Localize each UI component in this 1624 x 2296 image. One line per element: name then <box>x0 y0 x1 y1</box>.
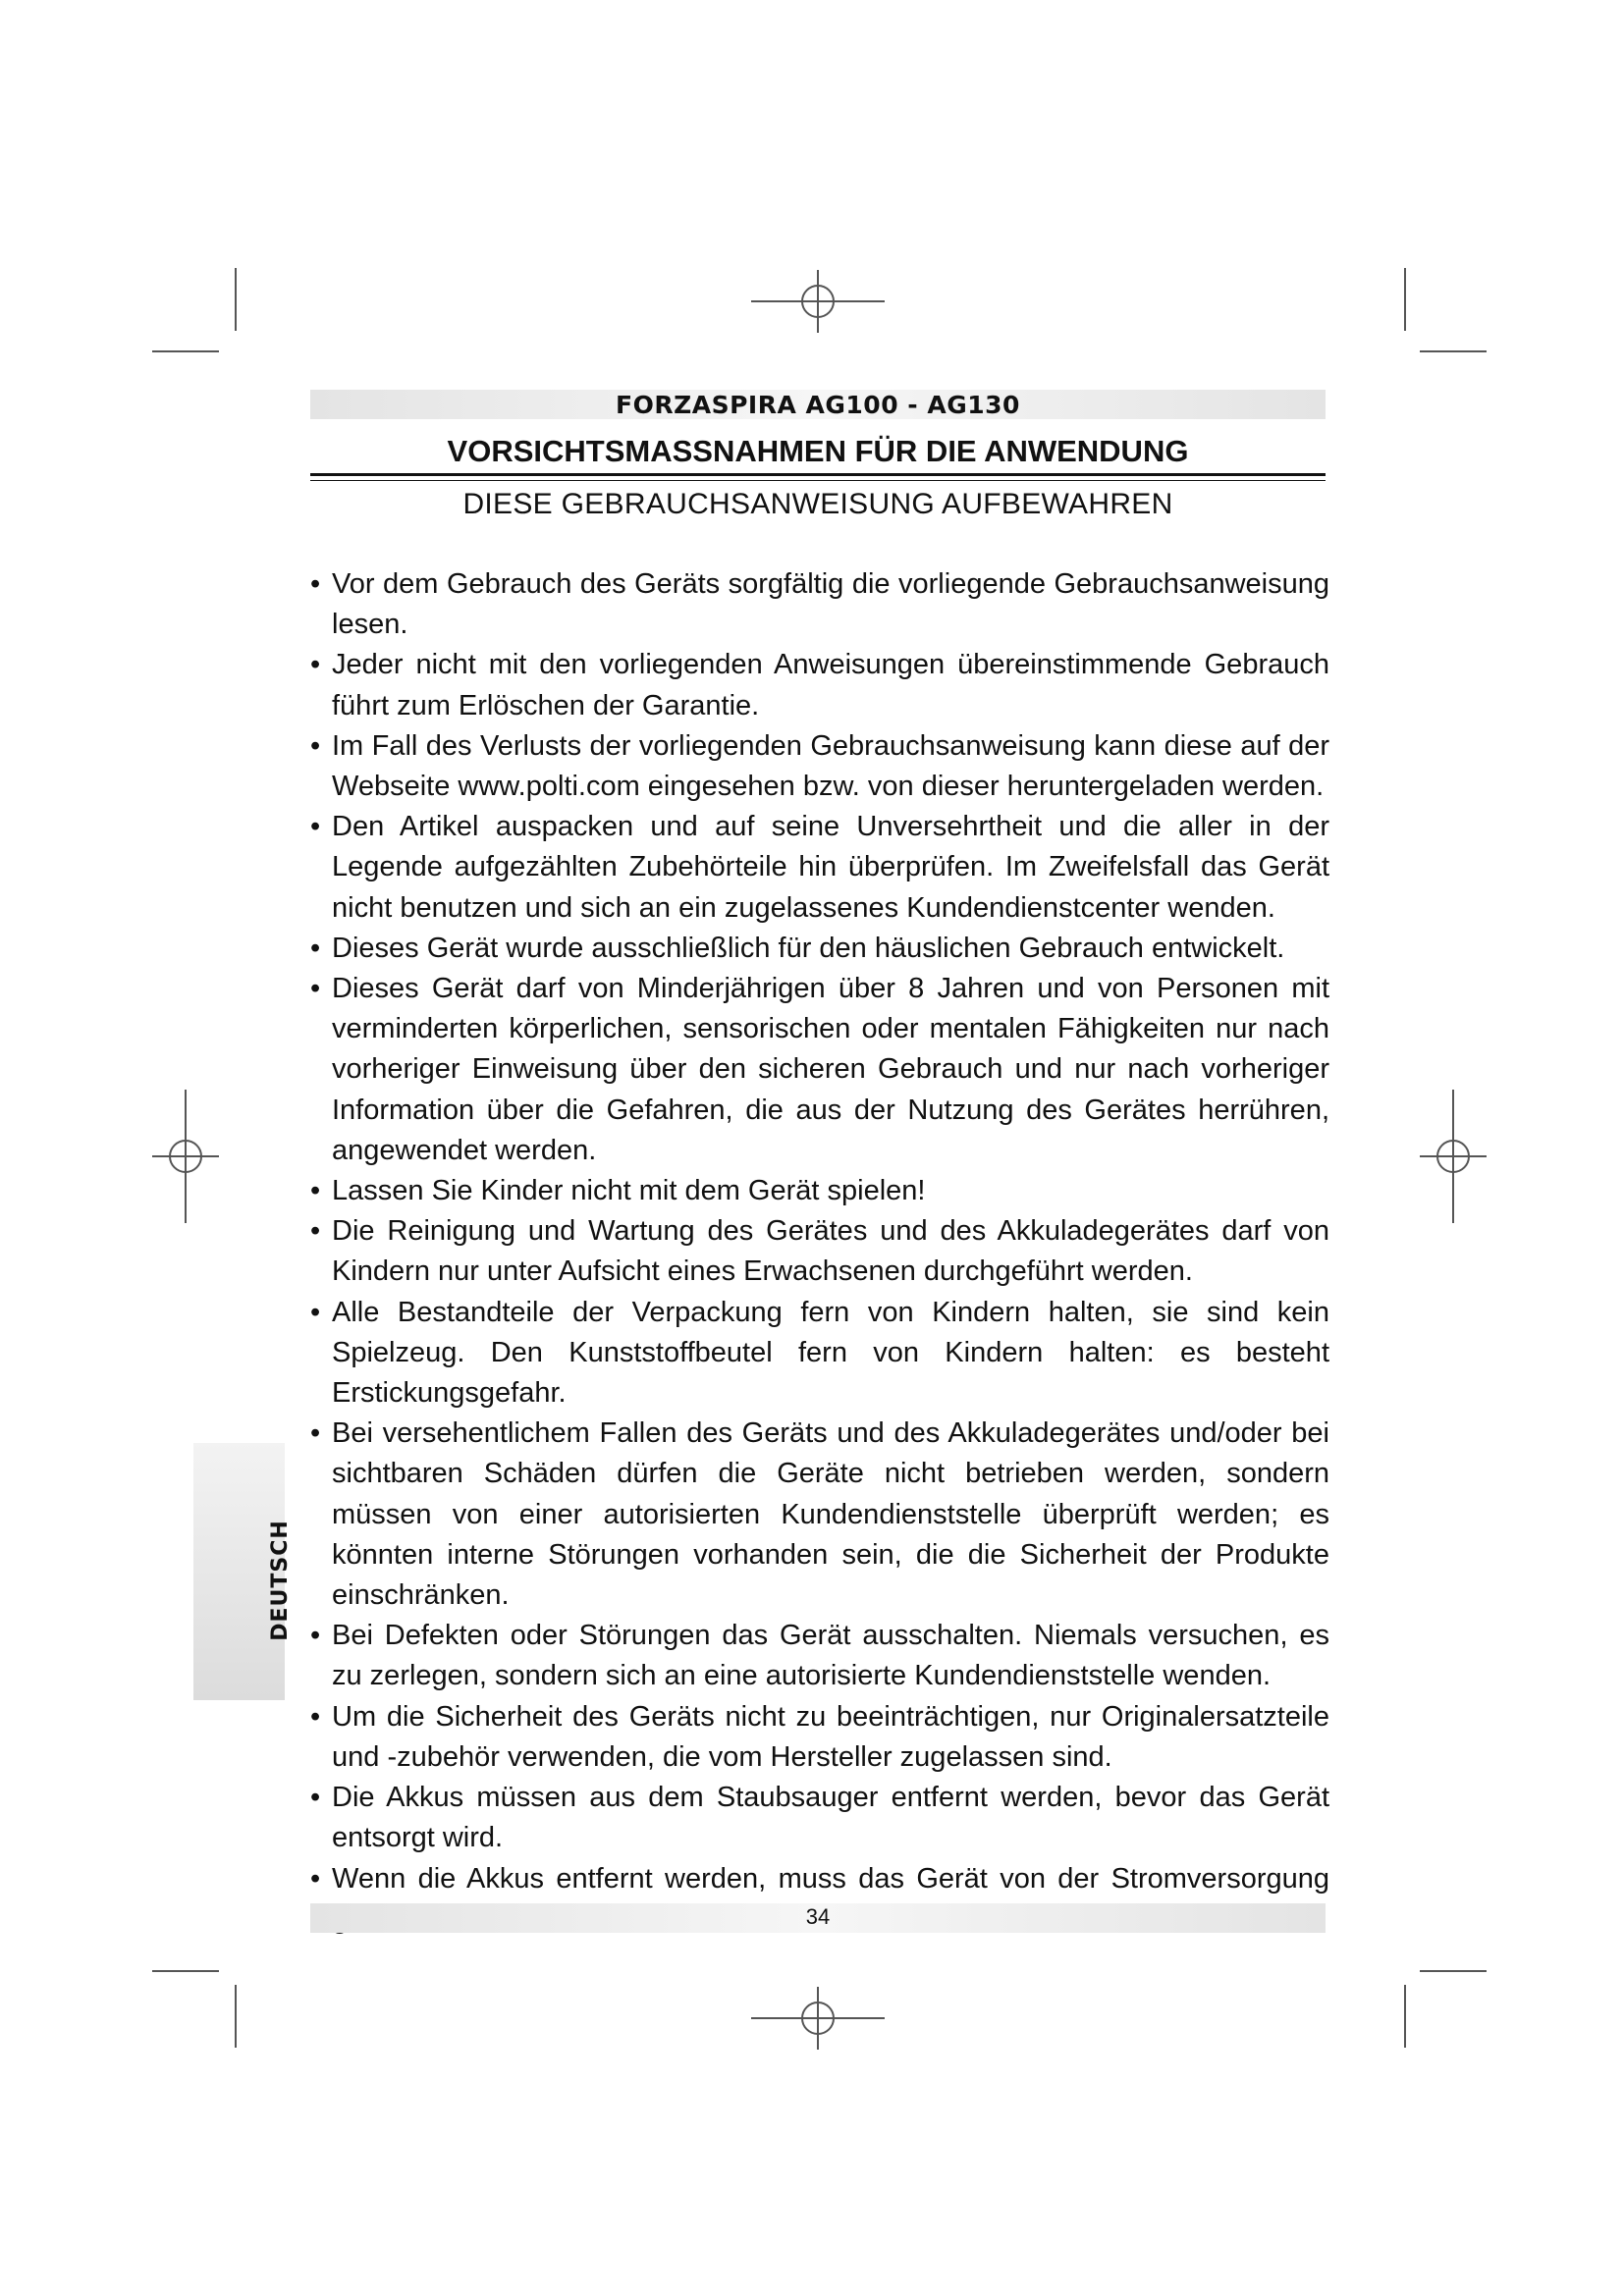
section-subtitle: DIESE GEBRAUCHSANWEISUNG AUFBEWAHREN <box>462 488 1173 520</box>
list-item-text: Die Akkus müssen aus dem Staubsauger entfernt werden, bevor das Gerät entsorgt wird. <box>332 1782 1329 1854</box>
registration-mark-top-icon <box>751 270 885 333</box>
list-item-text: Dieses Gerät darf von Minderjährigen über 8 Jahren und von Personen mit verminderten körperlichen, sensorischen oder mentalen Fähigkeiten nur nach vorheriger Einweisung über den sicheren Gebrauch und nur nach vorheriger Information über die Gefahren, die aus der Nutzung des Gerätes herrühren, angewendet werden. <box>332 973 1329 1166</box>
page-number: 34 <box>805 1904 831 1929</box>
list-item-text: Bei Defekten oder Störungen das Gerät ausschalten. Niemals versuchen, es zu zerlegen, sondern sich an eine autorisierte Kundendienststelle wenden. <box>332 1620 1329 1692</box>
section-title: VORSICHTSMASSNAHMEN FÜR DIE ANWENDUNG <box>447 434 1189 468</box>
bullet-icon: • <box>310 973 321 1005</box>
title-rule-thick <box>310 473 1326 476</box>
bullet-icon: • <box>310 1620 321 1652</box>
list-item <box>310 969 1329 1171</box>
list-item-text: Alle Bestandteile der Verpackung fern von Kindern halten, sie sind kein Spielzeug. Den Kunststoffbeutel fern von Kindern halten: es besteht Erstickungsgefahr. <box>332 1296 1329 1410</box>
list-item-text: Wenn die Akkus entfernt werden, muss das Gerät von der Stromversorgung <box>332 1862 1329 1895</box>
list-item <box>310 645 1329 725</box>
crop-mark-top-right-horizontal <box>1420 350 1487 352</box>
title-rule-thin <box>310 480 1326 481</box>
list-item <box>310 1778 1329 1858</box>
crop-mark-bottom-right-horizontal <box>1420 1970 1487 1972</box>
bullet-icon: • <box>310 811 321 843</box>
list-item <box>310 1211 1329 1292</box>
list-item <box>310 1697 1329 1778</box>
product-title: FORZASPIRA AG100 - AG130 <box>616 391 1020 419</box>
bullet-icon: • <box>310 932 321 964</box>
bullet-icon: • <box>310 1175 321 1207</box>
list-item-text: Vor dem Gebrauch des Geräts sorgfältig die vorliegende Gebrauchsanweisung lesen. <box>332 568 1329 641</box>
list-item-text: Im Fall des Verlusts der vorliegenden Gebrauchsanweisung kann diese auf der Webseite www.polti.com eingesehen bzw. von dieser heruntergeladen werden. <box>332 729 1329 803</box>
bullet-icon: • <box>310 649 321 681</box>
crop-mark-bottom-left-vertical <box>235 1985 237 2048</box>
bullet-icon: • <box>310 1862 321 1895</box>
list-item-text: Bei versehentlichem Fallen des Geräts und des Akkuladegerätes und/oder bei sichtbaren Schäden dürfen die Geräte nicht betrieben werden, sondern müssen von einer autorisierten Kundendienststelle überprüft werden; es könnten interne Störungen vorhanden sein, die die Sicherheit der Produkte einschränken. <box>332 1417 1329 1612</box>
crop-mark-bottom-right-vertical <box>1404 1985 1406 2048</box>
crop-mark-bottom-left-horizontal <box>152 1970 219 1972</box>
list-item-text: Lassen Sie Kinder nicht mit dem Gerät spielen! <box>332 1175 926 1207</box>
crop-mark-top-right-vertical <box>1404 268 1406 331</box>
bullet-icon: • <box>310 729 321 762</box>
list-item <box>310 564 1329 645</box>
bullet-icon: • <box>310 568 321 600</box>
crop-mark-top-left-horizontal <box>152 350 219 352</box>
language-tab-label: DEUTSCH <box>268 1520 293 1641</box>
precautions-list <box>310 564 1329 1940</box>
list-item <box>310 1414 1329 1616</box>
list-item <box>310 807 1329 929</box>
list-item-text: Um die Sicherheit des Geräts nicht zu beeinträchtigen, nur Originalersatzteile und -zubehör verwenden, die vom Hersteller zugelassen sind. <box>332 1700 1329 1773</box>
bullet-icon: • <box>310 1417 321 1450</box>
list-item-text: Jeder nicht mit den vorliegenden Anweisungen übereinstimmende Gebrauch führt zum Erlöschen der Garantie. <box>332 649 1329 721</box>
bullet-icon: • <box>310 1700 321 1733</box>
bullet-icon: • <box>310 1215 321 1248</box>
list-item <box>310 1293 1329 1415</box>
list-item <box>310 1171 1329 1211</box>
list-item <box>310 1616 1329 1696</box>
list-item-text: Dieses Gerät wurde ausschließlich für den häuslichen Gebrauch entwickelt. <box>332 932 1285 964</box>
bullet-icon: • <box>310 1296 321 1328</box>
list-item-text: Die Reinigung und Wartung des Gerätes und des Akkuladegerätes darf von Kindern nur unter Aufsicht eines Erwachsenen durchgeführt werden. <box>332 1215 1329 1288</box>
registration-mark-left-icon <box>152 1090 219 1223</box>
registration-mark-bottom-icon <box>751 1987 885 2050</box>
crop-mark-top-left-vertical <box>235 268 237 331</box>
list-item <box>310 726 1329 807</box>
bullet-icon: • <box>310 1782 321 1814</box>
list-item-text: Den Artikel auspacken und auf seine Unversehrtheit und die aller in der Legende aufgezählten Zubehörteile hin überprüfen. Im Zweifelsfall das Gerät nicht benutzen und sich an ein zugelassenes Kundendienstcenter wenden. <box>332 811 1329 924</box>
list-item <box>310 929 1329 969</box>
registration-mark-right-icon <box>1420 1090 1487 1223</box>
